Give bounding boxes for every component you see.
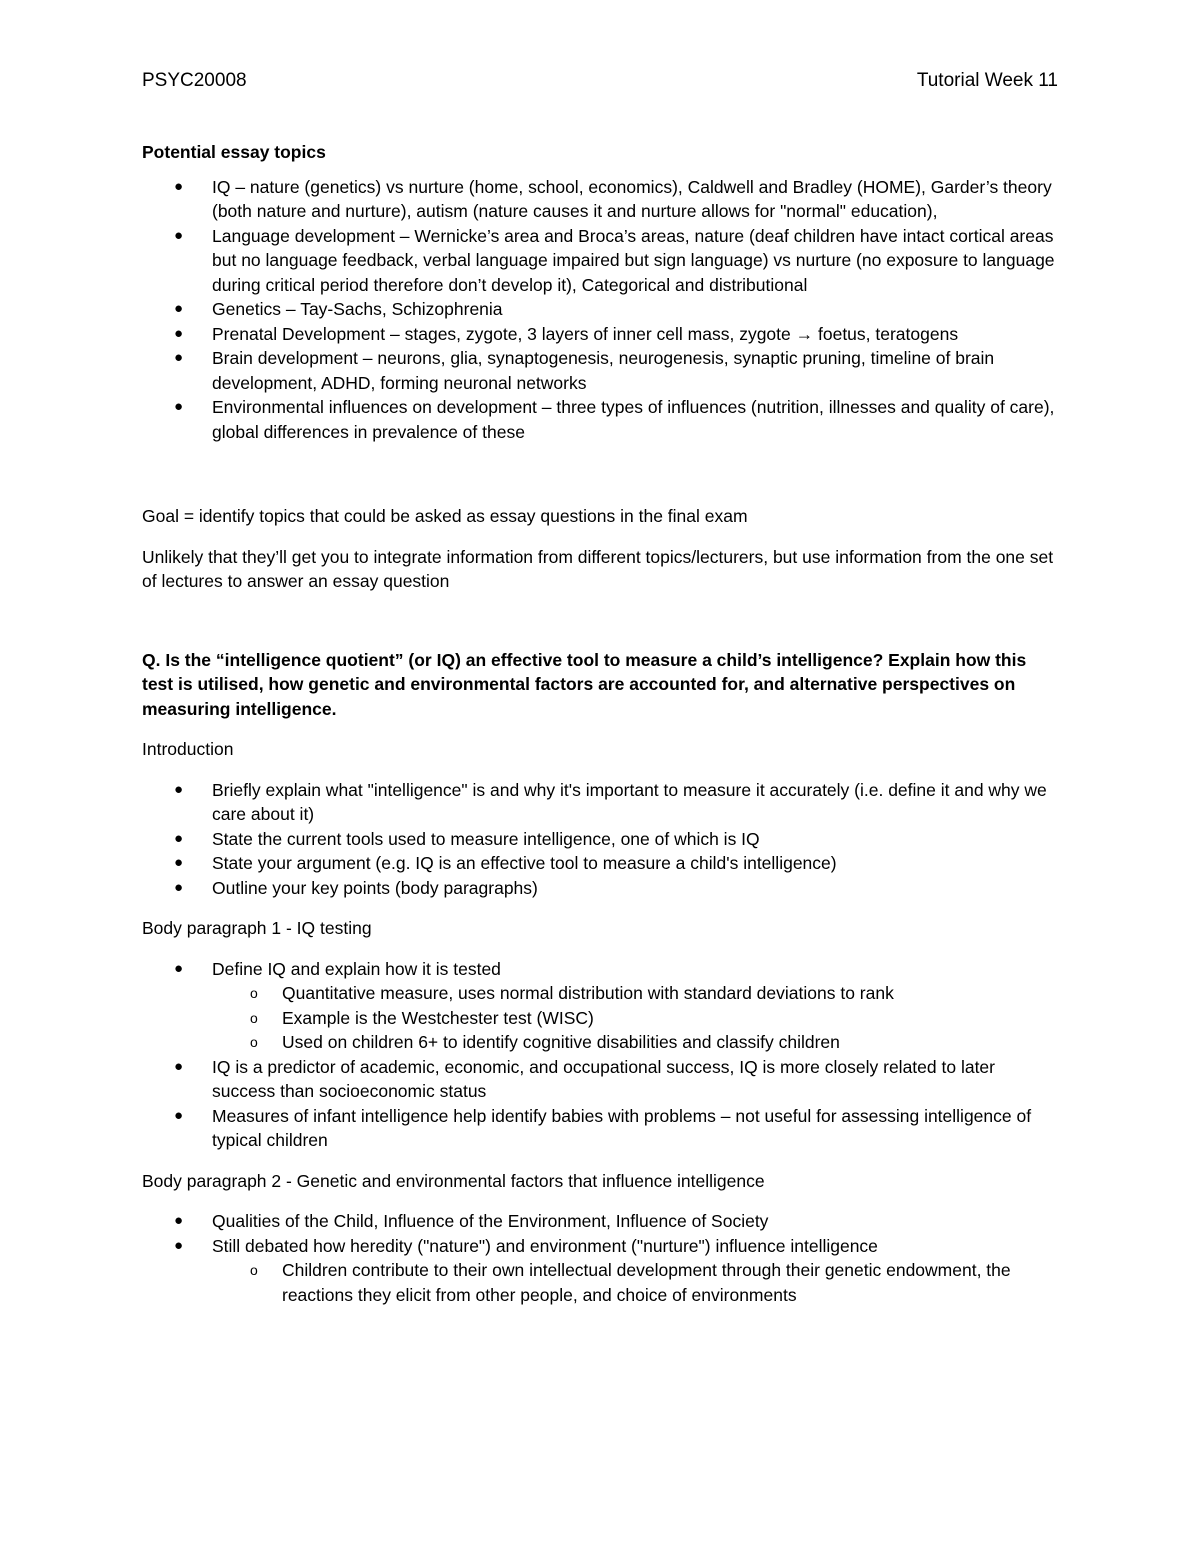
sub-list-item: o Children contribute to their own intellectual development through their genetic endowment, the reactions they elicit from other people, and choice of environments [250, 1260, 1011, 1305]
bullet-icon: ● [174, 829, 184, 847]
course-code: PSYC20008 [142, 70, 247, 91]
topics-heading: Potential essay topics [142, 142, 326, 162]
document-body [142, 140, 1062, 1307]
list-item: ● Environmental influences on development – three types of influences (nutrition, illnesses and quality of care), global differences in prevalence of these [174, 397, 1055, 442]
sub-bullet-icon: o [250, 1034, 258, 1050]
bullet-icon: ● [174, 300, 184, 317]
bullet-icon: ● [174, 349, 184, 366]
essay-question: Q. Is the “intelligence quotient” (or IQ) an effective tool to measure a child’s intelligence? Explain how this test is utilised, how genetic and environmental factors are accounted for, and alternative perspectives on measuring intelligence. [142, 649, 1027, 719]
list-item: ● IQ is a predictor of academic, economic, and occupational success, IQ is more closely related to later success than socioeconomic status [174, 1056, 995, 1101]
unlikely-text: Unlikely that they’ll get you to integrate information from different topics/lecturers, but use information from the one set of lectures to answer an essay question [142, 546, 1054, 591]
list-item: ● Qualities of the Child, Influence of the Environment, Influence of Society [142, 1209, 1062, 1234]
bullet-icon: ● [174, 959, 184, 977]
sub-bullet-icon: o [250, 1262, 258, 1278]
list-item: ● Brain development – neurons, glia, synaptogenesis, neurogenesis, synaptic pruning, timeline of brain development, ADHD, forming neuronal networks [174, 348, 995, 393]
list-item: ● State your argument (e.g. IQ is an effective tool to measure a child's intelligence) [142, 851, 1062, 876]
topics-list [142, 175, 1062, 445]
bullet-icon: ● [174, 226, 184, 244]
sub-bullet-icon: o [250, 985, 258, 1001]
list-item: ● Briefly explain what "intelligence" is and why it's important to measure it accurately (i.e. define it and why we care about it) [174, 779, 1047, 824]
bullet-icon: ● [174, 1212, 184, 1229]
body2-list [142, 1209, 1062, 1307]
list-item: ● Outline your key points (body paragraphs) [142, 876, 1062, 901]
sub-list-item: o Quantitative measure, uses normal distribution with standard deviations to rank [142, 981, 1062, 1006]
bullet-icon: ● [174, 177, 184, 195]
bullet-icon: ● [174, 780, 184, 798]
intro-list [142, 778, 1062, 901]
sub-bullet-icon: o [250, 1009, 258, 1026]
bullet-icon: ● [174, 1236, 184, 1254]
list-item: ● State the current tools used to measure intelligence, one of which is IQ [142, 827, 1062, 852]
list-item: ● Language development – Wernicke’s area and Broca’s areas, nature (deaf children have intact cortical areas but no language feedback, verbal language impaired but sign language) vs nurture (no exposure to language during critical period therefore don’t develop it), Categorical and distributional [174, 225, 1055, 295]
body1-list [142, 957, 1062, 1153]
sub-list-item: o Example is the Westchester test (WISC) [142, 1006, 1062, 1031]
list-item: ● Prenatal Development – stages, zygote, 3 layers of inner cell mass, zygote → foetus, teratogens [142, 322, 1062, 347]
sub-list-item: o Used on children 6+ to identify cognitive disabilities and classify children [142, 1030, 1062, 1055]
intro-heading: Introduction [142, 739, 234, 759]
list-item: ● Still debated how heredity ("nature") and environment ("nurture") influence intelligence [142, 1234, 1062, 1259]
list-item: ● Define IQ and explain how it is tested [142, 957, 1062, 982]
bullet-icon: ● [174, 324, 184, 342]
bullet-icon: ● [174, 854, 184, 871]
bullet-icon: ● [174, 1106, 184, 1124]
list-item: ● Genetics – Tay-Sachs, Schizophrenia [142, 297, 1062, 322]
tutorial-label: Tutorial Week 11 [916, 70, 1058, 91]
bullet-icon: ● [174, 878, 184, 896]
body2-heading: Body paragraph 2 - Genetic and environmental factors that influence intelligence [142, 1170, 765, 1191]
list-item: ● Measures of infant intelligence help identify babies with problems – not useful for assessing intelligence of typical children [174, 1105, 1032, 1150]
bullet-icon: ● [174, 398, 184, 415]
goal-text: Goal = identify topics that could be asked as essay questions in the final exam [142, 506, 748, 526]
body1-heading: Body paragraph 1 - IQ testing [142, 918, 372, 938]
bullet-icon: ● [174, 1057, 184, 1075]
list-item: ● IQ – nature (genetics) vs nurture (home, school, economics), Caldwell and Bradley (HOME), Garder’s theory (both nature and nurture), autism (nature causes it and nurture allows for "normal" education), [174, 176, 1052, 221]
